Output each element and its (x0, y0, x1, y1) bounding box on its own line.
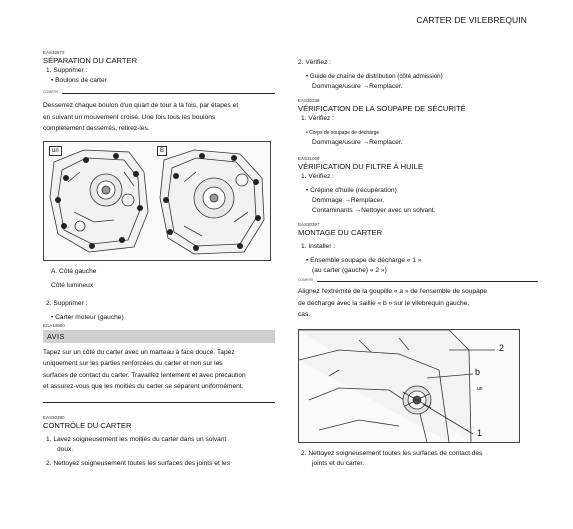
control-step-1: 1. Lavez soigneusement les moitiés du carter dans un solvant (46, 435, 227, 443)
filter-step: 1. Vérifiez : (301, 173, 334, 180)
step-2-item: • Carter moteur (gauche) (51, 313, 124, 321)
section-code: EAS32673 (43, 50, 65, 55)
crankcase-figure (43, 141, 271, 261)
filter-result-2: Contaminants →Nettoyer avec un solvant. (312, 207, 436, 214)
valve-step: 1. Vérifiez : (301, 115, 334, 122)
para-line: surfaces de contact du carter. Travaillez lentement et avec précaution (43, 371, 246, 379)
para-line: Desserrez chaque boulon d'un quart de tour à la fois, par étapes et (43, 102, 239, 109)
section-title-valve: VÉRIFICATION DE LA SOUPAPE DE SÉCURITÉ (298, 104, 466, 113)
avis-code: ECA13900 (43, 322, 65, 328)
step-2: 2. Supprimer : (46, 299, 88, 307)
figure-label-b: b (475, 366, 481, 377)
para-line: en suivant un mouvement croisé. Une fois tous les boulons (43, 113, 216, 121)
section-code: EAS30390 (43, 414, 65, 420)
note-divider (298, 278, 538, 282)
assembly-step: 1. Installer : (301, 243, 336, 250)
filter-item: • Crépine d'huile (récupération) (306, 187, 397, 194)
figure-label-2: 2 (499, 342, 505, 353)
section-title-assembly: MONTAGE DU CARTER (298, 228, 383, 237)
verify-item: • Guide de chaîne de distribution (côté admission) (306, 73, 443, 80)
note-divider (43, 90, 275, 94)
para-line: complètement desserrés, retirez-les. (43, 125, 150, 132)
valve-result: Dommage/usure →Remplacer. (312, 139, 403, 146)
caption-b: Côté lumineux (51, 281, 94, 289)
para-line: et assurez-vous que les moitiés du carter se séparent uniformément. (43, 383, 244, 390)
para-line: de décharge avec la saillie « b » sur le vilebrequin gauche. (298, 299, 470, 307)
verify-result: Dommage/usure →Remplacer. (312, 83, 403, 90)
page-header-title: CARTER DE VILEBREQUIN (416, 15, 527, 25)
para-line: Alignez l'extrémité de la goupille « a » de l'ensemble de soupape (298, 288, 488, 295)
left-column (43, 50, 275, 469)
assembly-item-b: (au carter (gauche) « 2 ») (312, 267, 387, 274)
figure-label-1: 1 (477, 427, 483, 438)
para-line: uniquement sur les parties renforcées du carter et non sur les (43, 360, 223, 367)
assembly-item: • Ensemble soupape de décharge « 1 » (306, 257, 422, 264)
step-1: 1. Supprimer : (46, 67, 88, 74)
verify-step: 2. Vérifiez : (298, 59, 331, 66)
assembly-step-2: 2. Nettoyez soigneusement toutes les surfaces de contact des (301, 449, 483, 457)
para-line: cas. (298, 311, 311, 318)
step-1-item: • Boulons de carter (51, 77, 107, 84)
figure-label-left: un (49, 146, 62, 156)
para-line: Tapez sur un côté du carter avec un marteau à face douce. Tapez (43, 348, 235, 356)
assembly-step-2b: joints et du carter. (312, 459, 365, 467)
valve-item: • Corps de soupape de décharge (306, 130, 380, 136)
section-divider (43, 402, 275, 403)
section-code: EAS30397 (298, 222, 320, 227)
avis-paragraph (43, 347, 275, 393)
avis-banner: AVIS (43, 330, 275, 343)
control-step-2: 2. Nettoyez soigneusement toutes les surfaces des joints et les (46, 459, 230, 467)
figure-label-un: un (477, 385, 483, 392)
section-code: EAS30338 (298, 98, 320, 103)
right-column (298, 58, 538, 469)
figure-label-right: B (157, 146, 167, 156)
crankcase-illustration (44, 142, 270, 260)
note-code: COMERS (298, 278, 314, 282)
assembly-paragraph (298, 286, 538, 321)
section-code: EAS31069 (298, 156, 320, 161)
control-step-1b: doux. (57, 445, 74, 453)
separation-paragraph (43, 100, 275, 135)
section-title-filter: VÉRIFICATION DU FILTRE À HUILE (298, 162, 424, 171)
section-title-separation: SÉPARATION DU CARTER (43, 56, 138, 65)
filter-result-1: Dommage →Remplacer. (312, 197, 385, 204)
section-title-control: CONTRÔLE DU CARTER (43, 420, 132, 430)
caption-a: A. Côté gauche (51, 267, 97, 275)
relief-valve-illustration (299, 330, 519, 442)
note-code: COMERS (43, 90, 59, 94)
relief-valve-figure (298, 329, 520, 443)
